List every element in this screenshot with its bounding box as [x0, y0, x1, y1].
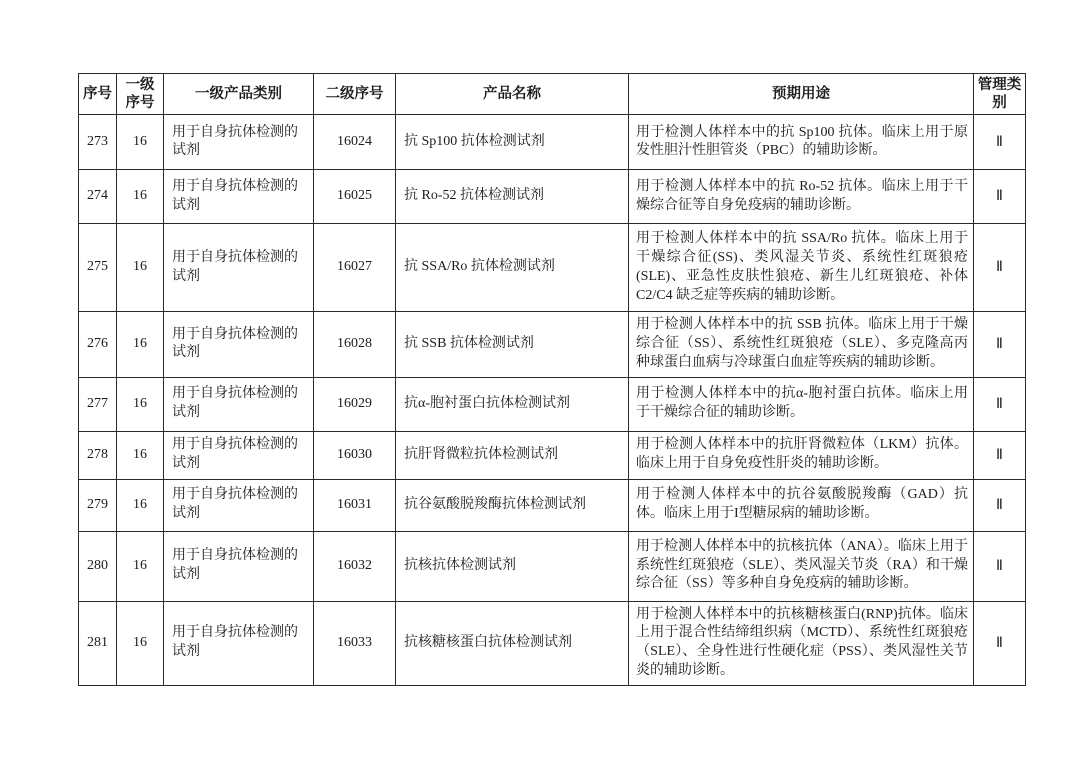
- cell-serial: 278: [79, 431, 117, 479]
- cell-product_name: 抗核抗体检测试剂: [396, 531, 629, 601]
- table-row: [79, 170, 1026, 224]
- cell-level1_serial: 16: [117, 170, 164, 224]
- cell-management_class: Ⅱ: [974, 601, 1026, 685]
- cell-level1_serial: 16: [117, 312, 164, 377]
- cell-serial: 279: [79, 479, 117, 531]
- col-header-intended-use: 预期用途: [629, 74, 974, 115]
- cell-level1_serial: 16: [117, 224, 164, 312]
- col-header-management-class: 管理类别: [974, 74, 1026, 115]
- cell-level1_category: 用于自身抗体检测的试剂: [164, 479, 314, 531]
- cell-serial: 277: [79, 377, 117, 431]
- cell-intended_use: 用于检测人体样本中的抗肝肾微粒体（LKM）抗体。临床上用于自身免疫性肝炎的辅助诊断。: [629, 431, 974, 479]
- cell-intended_use: 用于检测人体样本中的抗 Sp100 抗体。临床上用于原发性胆汁性胆管炎（PBC）的辅助诊断。: [629, 115, 974, 170]
- cell-level1_serial: 16: [117, 377, 164, 431]
- table-row: [79, 479, 1026, 531]
- cell-level1_category: 用于自身抗体检测的试剂: [164, 531, 314, 601]
- cell-product_name: 抗核糖核蛋白抗体检测试剂: [396, 601, 629, 685]
- table-row: [79, 531, 1026, 601]
- cell-level1_category: 用于自身抗体检测的试剂: [164, 377, 314, 431]
- cell-level2_serial: 16031: [314, 479, 396, 531]
- cell-level2_serial: 16024: [314, 115, 396, 170]
- cell-serial: 280: [79, 531, 117, 601]
- table-row: [79, 312, 1026, 377]
- cell-level1_serial: 16: [117, 115, 164, 170]
- cell-level2_serial: 16033: [314, 601, 396, 685]
- cell-product_name: 抗 SSB 抗体检测试剂: [396, 312, 629, 377]
- col-header-level2-serial: 二级序号: [314, 74, 396, 115]
- cell-product_name: 抗 Ro-52 抗体检测试剂: [396, 170, 629, 224]
- cell-level2_serial: 16032: [314, 531, 396, 601]
- cell-serial: 281: [79, 601, 117, 685]
- table-row: [79, 377, 1026, 431]
- table-row: [79, 224, 1026, 312]
- cell-management_class: Ⅱ: [974, 377, 1026, 431]
- cell-level2_serial: 16030: [314, 431, 396, 479]
- cell-product_name: 抗谷氨酸脱羧酶抗体检测试剂: [396, 479, 629, 531]
- cell-management_class: Ⅱ: [974, 479, 1026, 531]
- cell-level1_category: 用于自身抗体检测的试剂: [164, 224, 314, 312]
- cell-management_class: Ⅱ: [974, 115, 1026, 170]
- cell-level1_serial: 16: [117, 479, 164, 531]
- cell-level1_category: 用于自身抗体检测的试剂: [164, 601, 314, 685]
- col-header-product-name: 产品名称: [396, 74, 629, 115]
- cell-intended_use: 用于检测人体样本中的抗 Ro-52 抗体。临床上用于干燥综合征等自身免疫病的辅助诊断。: [629, 170, 974, 224]
- table-row: [79, 115, 1026, 170]
- cell-level1_category: 用于自身抗体检测的试剂: [164, 312, 314, 377]
- cell-level1_serial: 16: [117, 531, 164, 601]
- cell-level2_serial: 16025: [314, 170, 396, 224]
- header-row: [79, 74, 1026, 115]
- cell-level1_serial: 16: [117, 601, 164, 685]
- table-body: [79, 115, 1026, 685]
- cell-product_name: 抗 SSA/Ro 抗体检测试剂: [396, 224, 629, 312]
- product-catalog-table: [78, 73, 1026, 686]
- col-header-level1-serial: 一级序号: [117, 74, 164, 115]
- cell-product_name: 抗 Sp100 抗体检测试剂: [396, 115, 629, 170]
- cell-serial: 276: [79, 312, 117, 377]
- cell-management_class: Ⅱ: [974, 431, 1026, 479]
- cell-level2_serial: 16027: [314, 224, 396, 312]
- cell-intended_use: 用于检测人体样本中的抗谷氨酸脱羧酶（GAD）抗体。临床上用于I型糖尿病的辅助诊断。: [629, 479, 974, 531]
- col-header-level1-category: 一级产品类别: [164, 74, 314, 115]
- cell-management_class: Ⅱ: [974, 531, 1026, 601]
- cell-level1_category: 用于自身抗体检测的试剂: [164, 115, 314, 170]
- cell-management_class: Ⅱ: [974, 224, 1026, 312]
- cell-serial: 273: [79, 115, 117, 170]
- col-header-serial: 序号: [79, 74, 117, 115]
- cell-intended_use: 用于检测人体样本中的抗核抗体（ANA）。临床上用于系统性红斑狼疮（SLE）、类风湿关节炎（RA）和干燥综合征（SS）等多种自身免疫病的辅助诊断。: [629, 531, 974, 601]
- cell-level1_category: 用于自身抗体检测的试剂: [164, 431, 314, 479]
- cell-intended_use: 用于检测人体样本中的抗α-胞衬蛋白抗体。临床上用于干燥综合征的辅助诊断。: [629, 377, 974, 431]
- cell-level1_category: 用于自身抗体检测的试剂: [164, 170, 314, 224]
- cell-level1_serial: 16: [117, 431, 164, 479]
- table-row: [79, 431, 1026, 479]
- cell-level2_serial: 16028: [314, 312, 396, 377]
- cell-intended_use: 用于检测人体样本中的抗 SSB 抗体。临床上用于干燥综合征（SS）、系统性红斑狼疮（SLE）、多克隆高丙种球蛋白血病与冷球蛋白血症等疾病的辅助诊断。: [629, 312, 974, 377]
- cell-product_name: 抗肝肾微粒抗体检测试剂: [396, 431, 629, 479]
- table-row: [79, 601, 1026, 685]
- cell-serial: 275: [79, 224, 117, 312]
- cell-management_class: Ⅱ: [974, 170, 1026, 224]
- cell-intended_use: 用于检测人体样本中的抗核糖核蛋白(RNP)抗体。临床上用于混合性结缔组织病（MCTD）、系统性红斑狼疮（SLE）、全身性进行性硬化症（PSS）、类风湿性关节炎的辅助诊断。: [629, 601, 974, 685]
- cell-serial: 274: [79, 170, 117, 224]
- cell-intended_use: 用于检测人体样本中的抗 SSA/Ro 抗体。临床上用于干燥综合征(SS)、类风湿关节炎、系统性红斑狼疮(SLE)、亚急性皮肤性狼疮、新生儿红斑狼疮、补体 C2/C4 缺乏症等疾病的辅助诊断。: [629, 224, 974, 312]
- cell-level2_serial: 16029: [314, 377, 396, 431]
- cell-product_name: 抗α-胞衬蛋白抗体检测试剂: [396, 377, 629, 431]
- cell-management_class: Ⅱ: [974, 312, 1026, 377]
